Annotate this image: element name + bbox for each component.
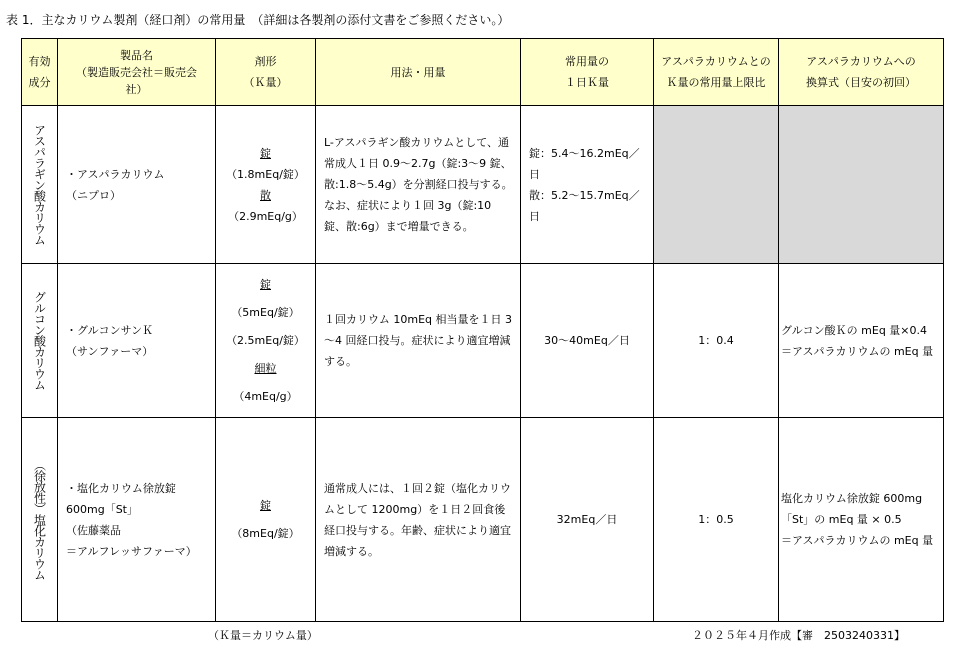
header-product: 製品名 （製造販売会社＝販売会 社）: [58, 39, 216, 106]
ingredient-cell: アスパラギン酸カリウム: [22, 106, 58, 264]
usage-cell: 通常成人には、１回２錠（塩化カリウムとして 1200mg）を１日２回食後経口投与する。年齢、症状により適宜増減する。: [316, 418, 521, 622]
footnote-k-amount: （Ｋ量＝カリウム量）: [208, 629, 318, 642]
ratio-cell: 1：0.5: [654, 418, 779, 622]
product-cell: ・アスパラカリウム （ニプロ）: [58, 106, 216, 264]
usage-cell: １回カリウム 10mEq 相当量を１日 3～4 回経口投与。症状により適宜増減する。: [316, 264, 521, 418]
ratio-cell-empty: [654, 106, 779, 264]
header-daily: 常用量の １日Ｋ量: [521, 39, 654, 106]
daily-cell: 32mEq／日: [521, 418, 654, 622]
form-cell: 錠 （8mEq/錠）: [216, 418, 316, 622]
form-cell: 錠 （1.8mEq/錠） 散 （2.9mEq/g）: [216, 106, 316, 264]
creation-date: ２０２５年４月作成【審 2503240331】: [692, 629, 905, 642]
table-row: [22, 418, 944, 622]
header-conversion: アスパラカリウムへの 換算式（目安の初回）: [779, 39, 944, 106]
potassium-table: [21, 38, 944, 622]
daily-cell: 錠：5.4～16.2mEq／日 散：5.2～15.7mEq／日: [521, 106, 654, 264]
ratio-cell: 1：0.4: [654, 264, 779, 418]
form-cell: 錠 （5mEq/錠） （2.5mEq/錠） 細粒 （4mEq/g）: [216, 264, 316, 418]
usage-cell: L-アスパラギン酸カリウムとして、通常成人１日 0.9～2.7g（錠:3～9 錠、散:1.8～5.4g）を分割経口投与する。なお、症状により１回 3g（錠:10 錠、散:6g）まで増量できる。: [316, 106, 521, 264]
conversion-cell: グルコン酸Ｋの mEq 量×0.4 ＝アスパラカリウムの mEq 量: [779, 264, 944, 418]
ingredient-cell: グルコン酸カリウム: [22, 264, 58, 418]
header-form: 剤形 （Ｋ量）: [216, 39, 316, 106]
ingredient-cell: （徐放性）塩化カリウム: [22, 418, 58, 622]
table-row: [22, 264, 944, 418]
table-row: [22, 106, 944, 264]
product-cell: ・塩化カリウム徐放錠 600mg「St」 （佐藤薬品 ＝アルフレッサファーマ）: [58, 418, 216, 622]
conversion-cell: 塩化カリウム徐放錠 600mg 「St」の mEq 量 × 0.5 ＝アスパラカリウムの mEq 量: [779, 418, 944, 622]
conversion-cell-empty: [779, 106, 944, 264]
header-ingredient: 有効 成分: [22, 39, 58, 106]
product-cell: ・グルコンサンＫ （サンファーマ）: [58, 264, 216, 418]
header-ratio: アスパラカリウムとの Ｋ量の常用量上限比: [654, 39, 779, 106]
table-caption: 表 1．主なカリウム製剤（経口剤）の常用量 （詳細は各製剤の添付文書をご参照ください。）: [6, 13, 510, 27]
daily-cell: 30～40mEq／日: [521, 264, 654, 418]
header-usage: 用法・用量: [316, 39, 521, 106]
header-row: [22, 39, 944, 106]
